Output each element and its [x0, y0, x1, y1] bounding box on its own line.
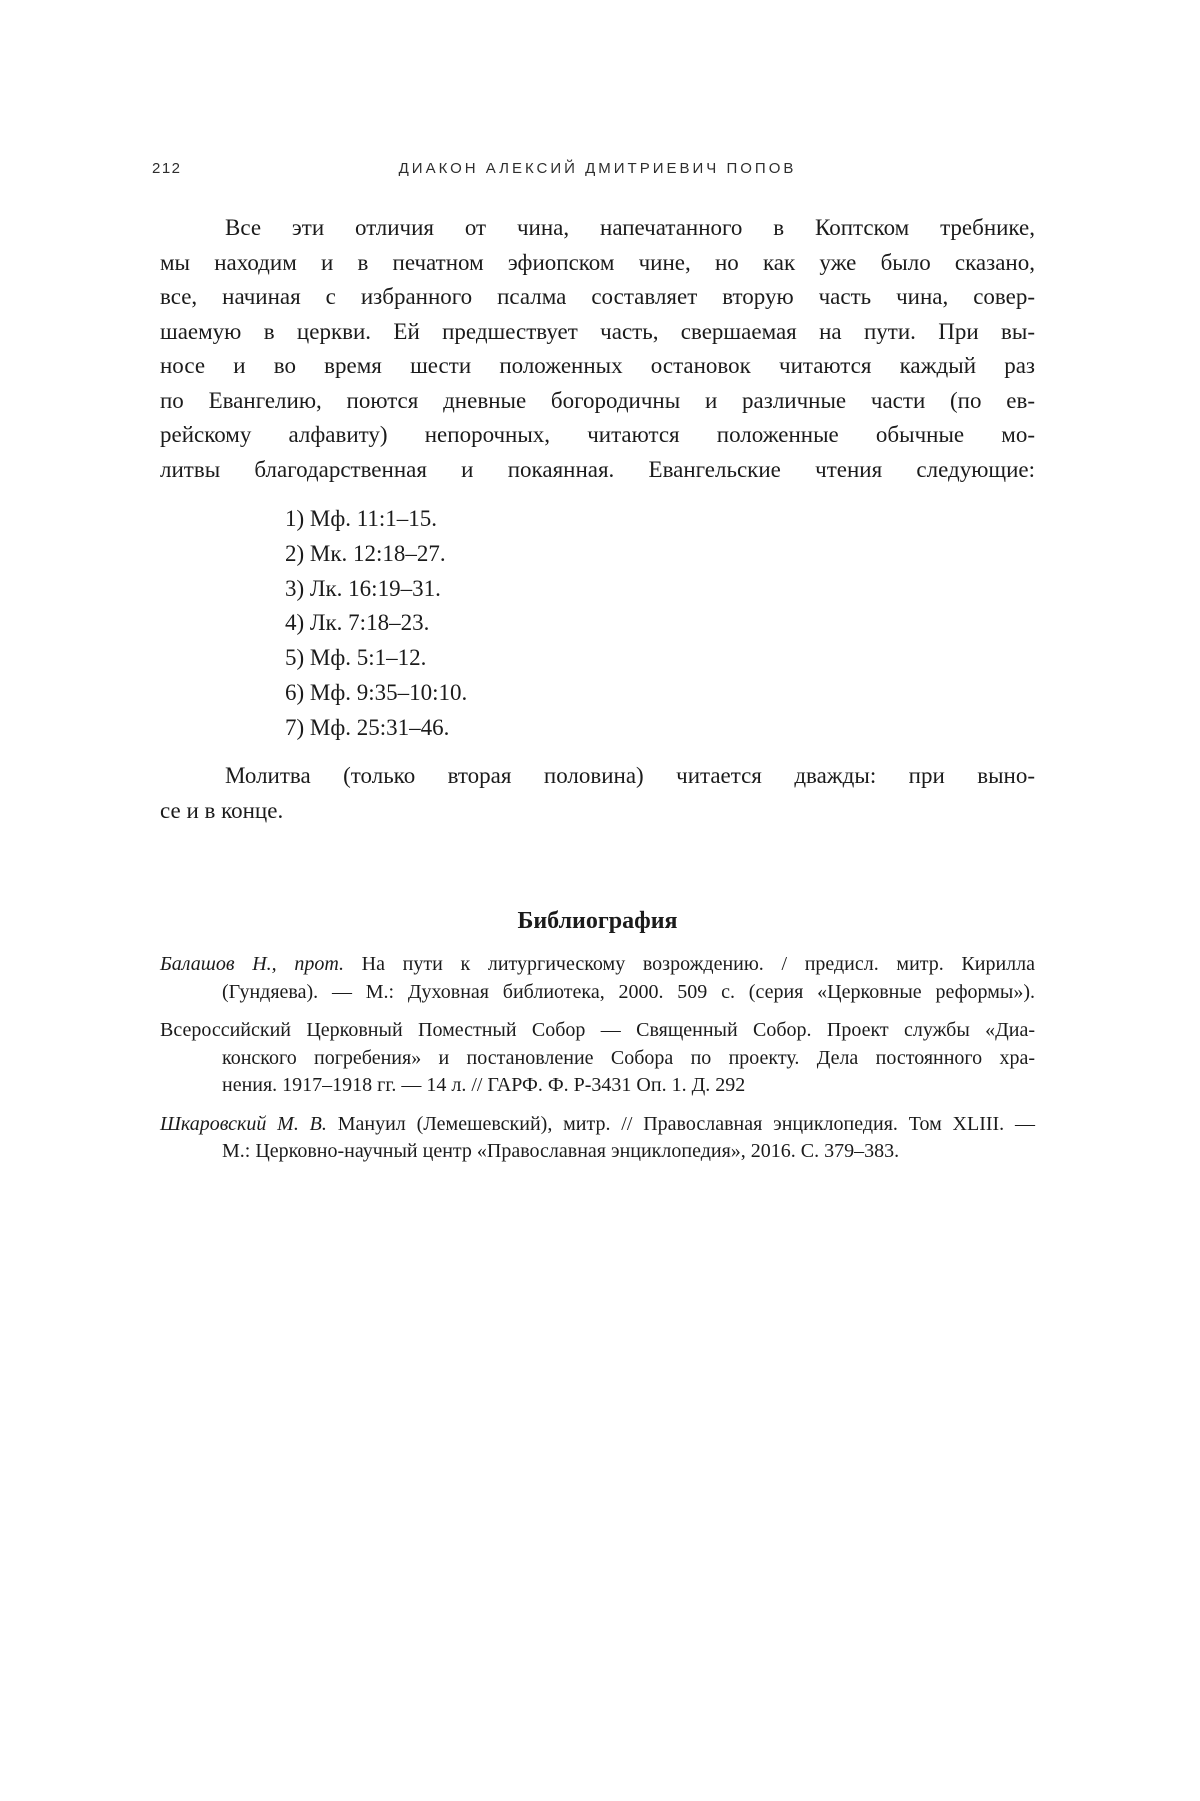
bibliography-heading: Библиография [517, 907, 678, 934]
text-line: Молитва (только вторая половина) читается дважды: при выно- [225, 763, 1035, 788]
bib-text: Мануил (Лемешевский), митр. // Православная энциклопедия. Том XLIII. — [326, 1112, 1036, 1135]
reading-item: 7) Мф. 25:31–46. [285, 714, 450, 740]
reading-item: 1) Мф. 11:1–15. [285, 506, 438, 531]
reading-item: 4) Лк. 7:18–23. [285, 610, 430, 636]
text-line: (Гундяева). — М.: Духовная библиотека, 2000. 509 с. (серия «Церковные реформы»). [222, 980, 1035, 1003]
reading-item: 5) Мф. 5:1–12. [285, 645, 427, 671]
bib-author: Шкаровский М. В. [160, 1112, 327, 1135]
bibliography-entry [160, 951, 1035, 1006]
page-number: 212 [152, 160, 182, 177]
text-line: шаемую в церкви. Ей предшествует часть, свершаемая на пути. При вы- [160, 318, 1035, 344]
running-header [152, 160, 1035, 178]
text-line [160, 1111, 1035, 1139]
text-line: все, начиная с избранного псалма составляет вторую часть чина, совер- [160, 284, 1035, 309]
text-line: по Евангелию, поются дневные богородичны и различные части (по ев- [160, 387, 1035, 413]
text-line: нения. 1917–1918 гг. — 14 л. // ГАРФ. Ф. Р-3431 Оп. 1. Д. 292 [222, 1074, 746, 1096]
text-line: носе и во время шести положенных остановок читаются каждый раз [160, 353, 1035, 378]
text-line: М.: Церковно-научный центр «Православная энциклопедия», 2016. С. 379–383. [222, 1140, 900, 1162]
bibliography-entry [160, 1111, 1035, 1166]
main-paragraph [160, 211, 1035, 487]
text-line: Всероссийский Церковный Поместный Собор — Священный Собор. Проект службы «Диа- [160, 1019, 1035, 1041]
bib-text: На пути к литургическому возрождению. / предисл. митр. Кирилла [344, 953, 1036, 975]
text-line: Все эти отличия от чина, напечатанного в Коптском требнике, [225, 215, 1035, 240]
reading-item: 2) Мк. 12:18–27. [285, 540, 446, 566]
text-line: рейскому алфавиту) непорочных, читаются положенные обычные мо- [160, 422, 1035, 447]
reading-item: 3) Лк. 16:19–31. [285, 575, 441, 601]
text-line [160, 951, 1035, 979]
running-header-title: ДИАКОН АЛЕКСИЙ ДМИТРИЕВИЧ ПОПОВ [398, 160, 797, 177]
text-line: мы находим и в печатном эфиопском чине, но как уже было сказано, [160, 249, 1035, 275]
bib-author: Балашов Н., прот. [160, 953, 345, 975]
text-line: се и в конце. [160, 797, 284, 823]
gospel-readings-list [285, 502, 467, 746]
text-line: литвы благодарственная и покаянная. Евангельские чтения следующие: [160, 456, 1035, 482]
bibliography-entry [160, 1017, 1035, 1100]
bibliography-list [160, 951, 1035, 1177]
text-line: конского погребения» и постановление Собора по проекту. Дела постоянного хра- [222, 1046, 1035, 1069]
reading-item: 6) Мф. 9:35–10:10. [285, 679, 468, 705]
prayer-paragraph [160, 759, 1035, 828]
